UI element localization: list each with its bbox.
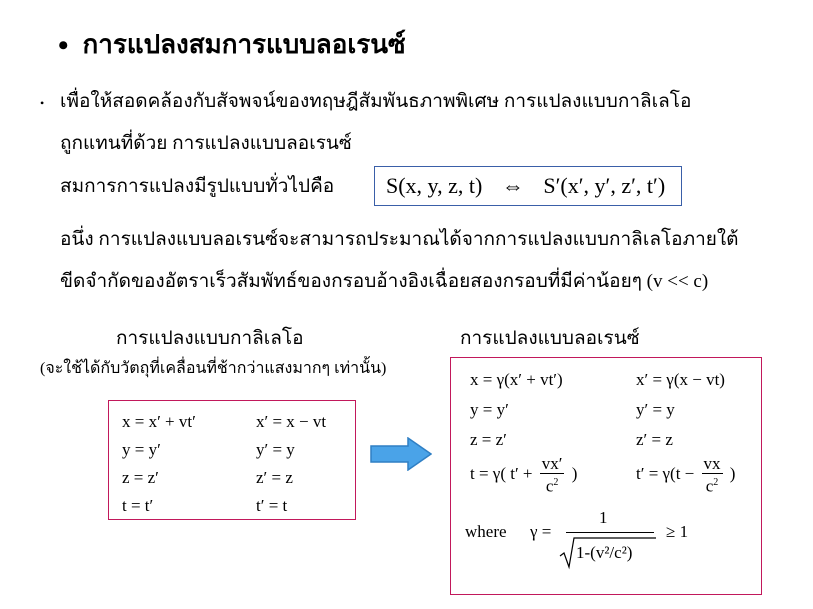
gamma-denominator: 1-(v²/c²) (576, 543, 633, 562)
galilean-inv-t: t′ = t (256, 496, 288, 515)
lorentz-eq-t-suffix: ) (571, 464, 578, 484)
general-form-left: S(x, y, z, t) (386, 173, 483, 198)
galilean-inv-z: z′ = z (256, 468, 293, 487)
exponent: 2 (553, 477, 559, 488)
galilean-heading: การแปลงแบบกาลิเลโอ (116, 328, 304, 349)
galilean-inv-y: y′ = y (256, 440, 295, 459)
lorentz-eq-t-numerator: vx′ (541, 454, 563, 473)
lorentz-eq-t-prefix: t = γ( t′ + (470, 464, 533, 484)
lorentz-inv-t-denominator (702, 474, 723, 496)
lorentz-eq-y: y = y′ (470, 400, 509, 419)
galilean-note: (จะใช้ได้กับวัตถุที่เคลื่อนที่ช้ากว่าแสงมากๆ เท่านั้น) (40, 360, 387, 377)
body-line-2: ถูกแทนที่ด้วย การแปลงแบบลอเรนซ์ (60, 133, 352, 154)
lorentz-inv-t-suffix: ) (729, 464, 736, 484)
general-form-right: S′(x′, y′, z′, t′) (543, 173, 666, 198)
lorentz-inv-t-fraction (702, 455, 723, 496)
gamma-fraction-bar (566, 532, 654, 533)
right-arrow-icon (370, 437, 432, 471)
where-label: where (465, 522, 507, 541)
lorentz-left-column (470, 365, 563, 455)
galilean-eq-t: t = t′ (122, 496, 154, 515)
title-text: การแปลงสมการแบบลอเรนซ์ (82, 30, 406, 59)
paragraph-bullet: • (40, 96, 45, 110)
body-line-5: ขีดจำกัดของอัตราเร็วสัมพัทธ์ของกรอบอ้างอิงเฉื่อยสองกรอบที่มีค่าน้อยๆ (v << c) (60, 271, 709, 292)
denominator-c: c (705, 476, 714, 496)
galilean-eq-x: x = x′ + vt′ (122, 412, 196, 431)
galilean-inv-x: x′ = x − vt (256, 412, 327, 431)
gamma-equals: γ = (530, 522, 552, 541)
body-line-4: อนึ่ง การแปลงแบบลอเรนซ์จะสามารถประมาณได้จากการแปลงแบบกาลิเลโอภายใต้ (60, 229, 739, 250)
lorentz-eq-x: x = γ(x′ + vt′) (470, 370, 563, 389)
lorentz-inv-t-numerator: vx (703, 454, 721, 473)
lorentz-heading: การแปลงแบบลอเรนซ์ (460, 328, 640, 349)
galilean-eq-y: y = y′ (122, 440, 161, 459)
general-form (386, 173, 665, 199)
lorentz-inv-t (636, 455, 735, 496)
lorentz-eq-t (470, 455, 577, 496)
lorentz-eq-t-denominator (540, 474, 565, 496)
gamma-inequality: ≥ 1 (666, 522, 689, 541)
lorentz-inv-t-prefix: t′ = γ(t − (636, 464, 695, 484)
lorentz-right-column (636, 365, 725, 455)
lorentz-eq-z: z = z′ (470, 430, 507, 449)
body-line-3: สมการการแปลงมีรูปแบบทั่วไปคือ (60, 176, 335, 197)
lorentz-eq-t-fraction (540, 455, 565, 496)
body-line-1: เพื่อให้สอดคล้องกับสัจพจน์ของทฤษฎีสัมพันธภาพพิเศษ การแปลงแบบกาลิเลโอ (60, 91, 692, 112)
gamma-numerator: 1 (599, 508, 608, 527)
title-bullet: • (58, 29, 69, 62)
lorentz-inv-y: y′ = y (636, 400, 675, 419)
galilean-left-column (122, 408, 196, 520)
denominator-c: c (545, 476, 554, 496)
equivalence-arrow: ⇔ (501, 173, 524, 198)
exponent: 2 (713, 477, 719, 488)
galilean-right-column (256, 408, 326, 520)
lorentz-inv-z: z′ = z (636, 430, 673, 449)
lorentz-inv-x: x′ = γ(x − vt) (636, 370, 725, 389)
page-title (58, 24, 406, 65)
galilean-eq-z: z = z′ (122, 468, 159, 487)
